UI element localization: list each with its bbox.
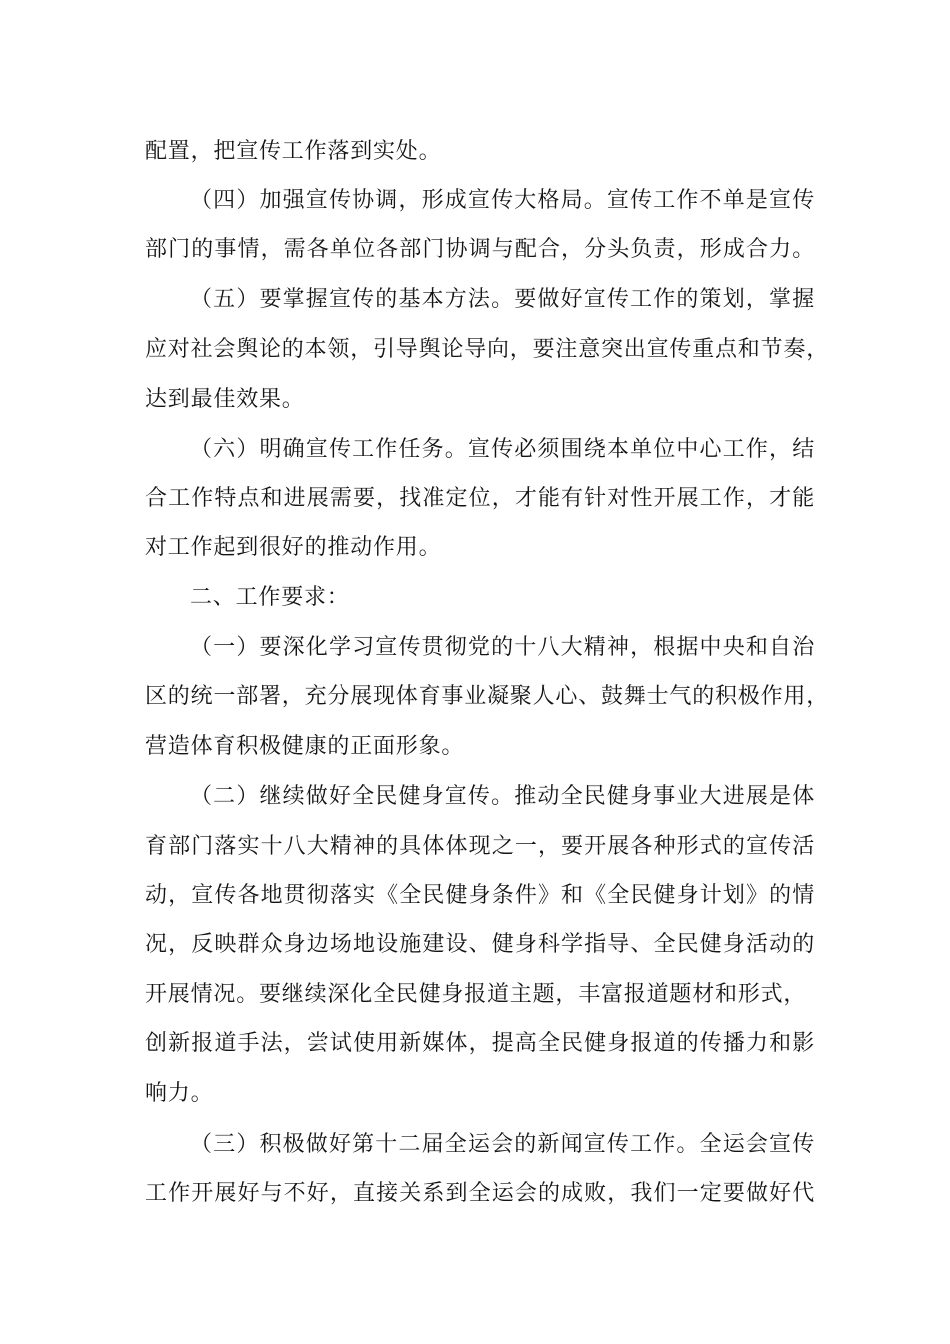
text-line: 工作开展好与不好，直接关系到全运会的成败，我们一定要做好代 (145, 1181, 815, 1206)
text-line: 达到最佳效果。 (145, 387, 305, 412)
text-line: 况，反映群众身边场地设施建设、健身科学指导、全民健身活动的 (145, 932, 815, 957)
text-line: 区的统一部署，充分展现体育事业凝聚人心、鼓舞士气的积极作用， (145, 684, 830, 709)
text-line: 部门的事情，需各单位各部门协调与配合，分头负责，形成合力。 (145, 237, 815, 262)
text-line: 响力。 (145, 1081, 214, 1106)
text-line: 合工作特点和进展需要，找准定位，才能有针对性开展工作，才能 (145, 486, 815, 511)
text-line: （四）加强宣传协调，形成宣传大格局。宣传工作不单是宣传 (190, 188, 815, 213)
text-line: （三）积极做好第十二届全运会的新闻宣传工作。全运会宣传 (190, 1132, 815, 1157)
text-line: 创新报道手法，尝试使用新媒体，提高全民健身报道的传播力和影 (145, 1031, 815, 1056)
text-line: 对工作起到很好的推动作用。 (145, 535, 442, 560)
text-line: 应对社会舆论的本领，引导舆论导向，要注意突出宣传重点和节奏， (145, 337, 830, 362)
text-line: （二）继续做好全民健身宣传。推动全民健身事业大进展是体 (190, 784, 815, 809)
text-line: 配置，把宣传工作落到实处。 (145, 139, 442, 164)
text-line: （六）明确宣传工作任务。宣传必须围绕本单位中心工作，结 (190, 437, 815, 462)
text-line: 开展情况。要继续深化全民健身报道主题，丰富报道题材和形式， (145, 982, 807, 1007)
text-line: 动，宣传各地贯彻落实《全民健身条件》和《全民健身计划》的情 (145, 883, 815, 908)
text-line: （一）要深化学习宣传贯彻党的十八大精神，根据中央和自治 (190, 635, 815, 660)
section-heading: 二、工作要求： (190, 585, 350, 610)
text-line: 育部门落实十八大精神的具体体现之一，要开展各种形式的宣传活 (145, 834, 815, 859)
text-line: （五）要掌握宣传的基本方法。要做好宣传工作的策划，掌握 (190, 287, 815, 312)
text-line: 营造体育积极健康的正面形象。 (145, 734, 465, 759)
